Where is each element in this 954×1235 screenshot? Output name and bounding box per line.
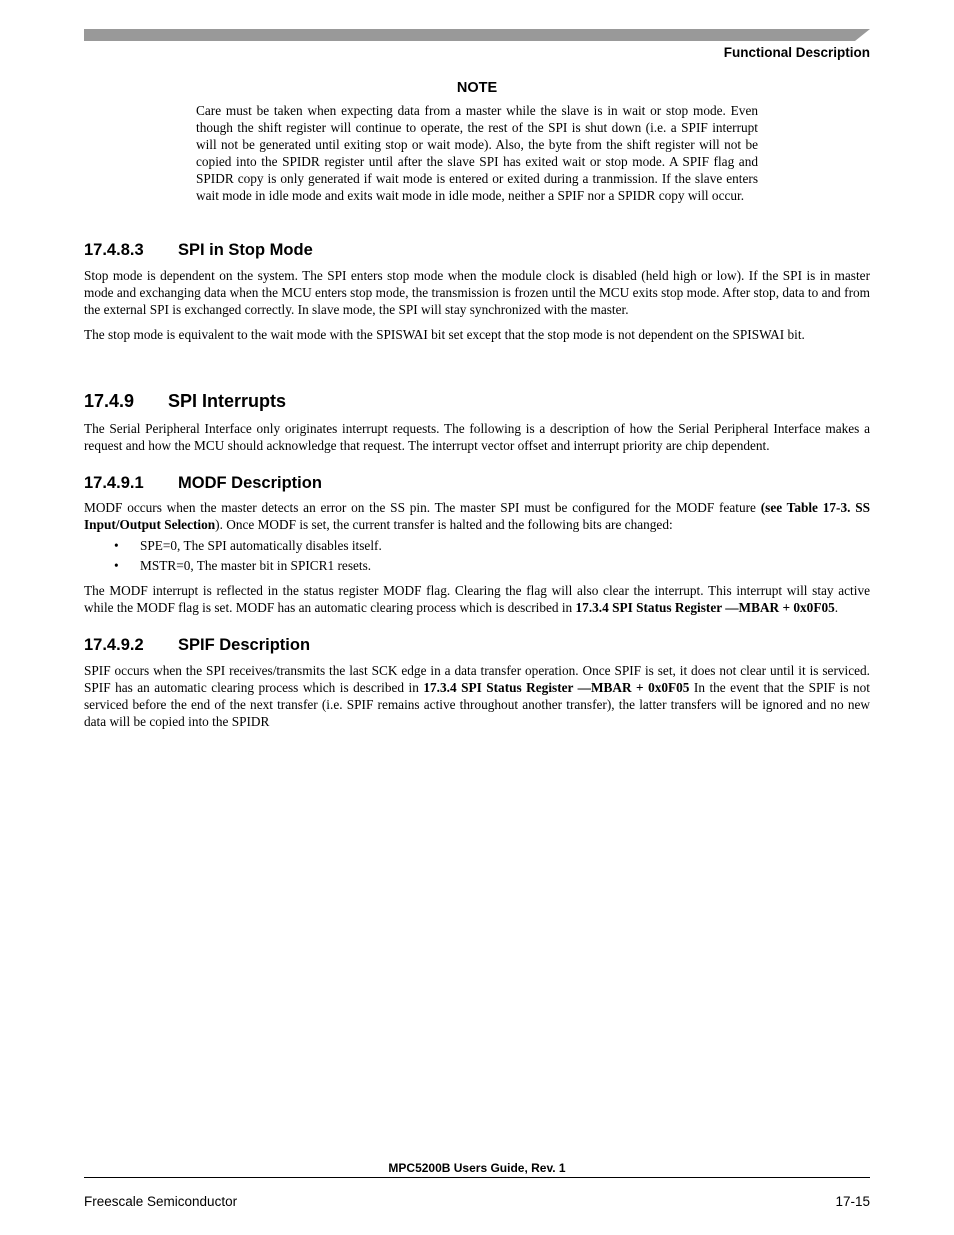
modf-text-d: . bbox=[834, 600, 839, 615]
note-heading: NOTE bbox=[456, 80, 498, 96]
footer-doc-title: MPC5200B Users Guide, Rev. 1 bbox=[388, 1161, 566, 1175]
section-heading-spif bbox=[84, 636, 310, 655]
section-heading-stop-mode bbox=[84, 241, 313, 260]
modf-paragraph-1 bbox=[84, 499, 870, 533]
modf-paragraph-2 bbox=[84, 582, 870, 616]
note-body: Care must be taken when expecting data from a master while the slave is in wait or stop mode. Even though the shift register will continue to operate, the rest of the SPI is shut down (i.e. a SPIF interrupt will not be generated until exiting stop or wait mode). Also, the byte from the shift register will not be copied into the SPIDR register until after the slave SPI has exited wait or stop mode. A SPIF flag and SPIDR copy is only generated if wait mode is entered or exited during a tranmission. If the slave enters wait mode in idle mode and exits wait mode in idle mode, neither a SPIF nor a SPIDR copy will occur. bbox=[196, 103, 758, 203]
bullet-icon: • bbox=[114, 538, 119, 553]
list-item-text: MSTR=0, The master bit in SPICR1 resets. bbox=[140, 558, 372, 573]
modf-text-a: MODF occurs when the master detects an error on the SS pin. The master SPI must be configured for the MODF feature bbox=[84, 500, 761, 515]
section-title: SPI in Stop Mode bbox=[178, 241, 313, 259]
running-title: Functional Description bbox=[723, 45, 870, 60]
section-number: 17.4.9.2 bbox=[84, 636, 144, 654]
section-title: MODF Description bbox=[178, 474, 322, 492]
stop-mode-paragraph-1: Stop mode is dependent on the system. The SPI enters stop mode when the module clock is disabled (held high or low). If the SPI is in master mode and exchanging data when the MCU enters stop mode, the transmission is frozen until the MCU exits stop mode. After stop, data to and from the external SPI is exchanged correctly. In slave mode, the SPI will stay synchronized with the master. bbox=[84, 268, 870, 317]
modf-table-ref: (see Table 17-3. SS Input/Output Selection bbox=[84, 500, 870, 532]
modf-register-ref: 17.3.4 SPI Status Register —MBAR + 0x0F05 bbox=[575, 600, 835, 615]
footer-divider bbox=[84, 1177, 870, 1178]
section-title: SPIF Description bbox=[178, 636, 311, 654]
list-item bbox=[84, 557, 870, 577]
header-bar bbox=[84, 29, 870, 41]
spif-text-b: In the event that the SPIF is not serviced before the end of the next transfer (i.e. SPIF remains active throughout another transfer), the latter transfers will be ignored and no new data will be copied into the SPIDR bbox=[84, 680, 870, 729]
spif-paragraph bbox=[84, 662, 870, 730]
section-heading-interrupts bbox=[84, 391, 286, 412]
interrupts-paragraph: The Serial Peripheral Interface only originates interrupt requests. The following is a description of how the Serial Peripheral Interface makes a request and how the MCU should acknowledge that request. The interrupt vector offset and interrupt priority are chip dependent. bbox=[84, 421, 870, 453]
stop-mode-paragraph-2: The stop mode is equivalent to the wait mode with the SPISWAI bit set except that the stop mode is not dependent on the SPISWAI bit. bbox=[84, 327, 805, 342]
modf-bullet-list bbox=[84, 537, 870, 577]
section-number: 17.4.9.1 bbox=[84, 474, 144, 492]
section-number: 17.4.8.3 bbox=[84, 241, 144, 259]
modf-text-c: The MODF interrupt is reflected in the status register MODF flag. Clearing the flag will also clear the interrupt. This interrupt will stay active while the MODF flag is set. MODF has an automatic clearing process which is described in bbox=[84, 583, 870, 615]
footer-page-number: 17-15 bbox=[835, 1194, 870, 1209]
list-item bbox=[84, 537, 870, 557]
section-title: SPI Interrupts bbox=[168, 391, 287, 411]
list-item-text: SPE=0, The SPI automatically disables itself. bbox=[140, 538, 382, 553]
spif-text-a: SPIF occurs when the SPI receives/transmits the last SCK edge in a data transfer operation. Once SPIF is set, it does not clear until it is serviced. SPIF has an automatic clearing process which is described in bbox=[84, 663, 870, 695]
section-heading-modf bbox=[84, 474, 322, 493]
bullet-icon: • bbox=[114, 558, 119, 573]
section-number: 17.4.9 bbox=[84, 391, 135, 411]
footer-company: Freescale Semiconductor bbox=[84, 1194, 238, 1209]
spif-register-ref: 17.3.4 SPI Status Register —MBAR + 0x0F05 bbox=[423, 680, 690, 695]
modf-text-b: ). Once MODF is set, the current transfer is halted and the following bits are changed: bbox=[215, 517, 673, 532]
